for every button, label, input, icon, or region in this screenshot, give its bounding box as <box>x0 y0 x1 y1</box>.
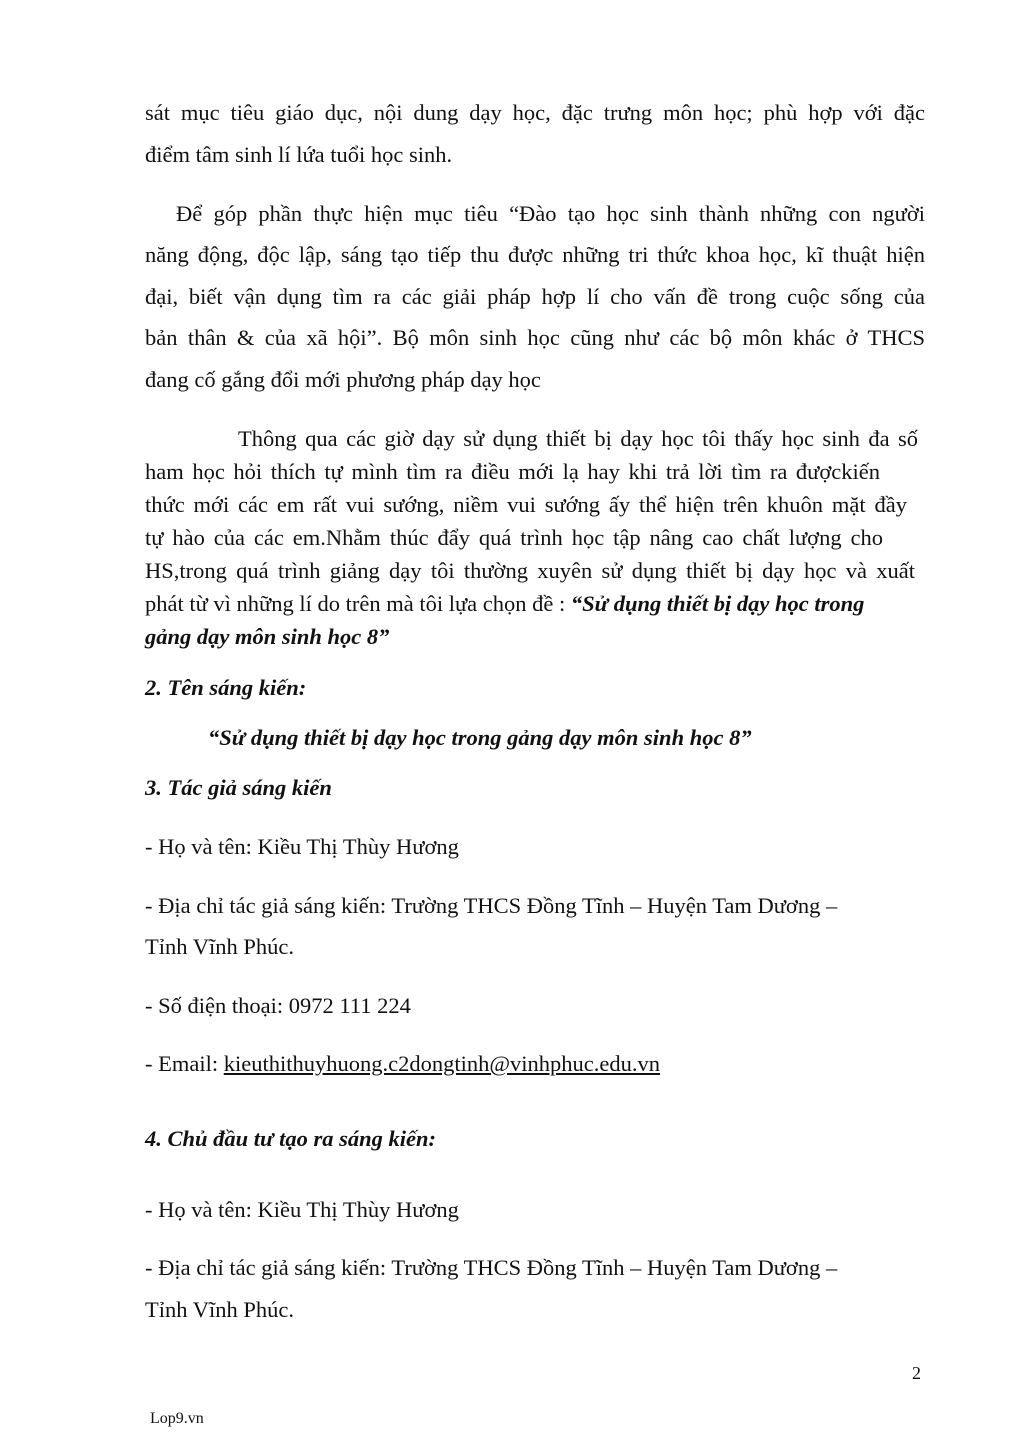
para3-line6-plain: phát từ vì những lí do trên mà tôi lựa chọn đề : <box>145 591 571 616</box>
section4-address-line2: Tỉnh Vĩnh Phúc. <box>145 1297 294 1322</box>
email-link[interactable]: kieuthithuyhuong.c2dongtinh@vinhphuc.edu.vn <box>223 1051 661 1076</box>
section4-name: - Họ và tên: Kiều Thị Thùy Hương <box>145 1197 459 1222</box>
para3-line1: Thông qua các giờ dạy sử dụng thiết bị dạy học tôi thấy học sinh đa số <box>238 426 918 451</box>
para3-line7: gảng dạy môn sinh học 8” <box>145 624 390 649</box>
section3-name: - Họ và tên: Kiều Thị Thùy Hương <box>145 834 459 859</box>
para1-line2: điểm tâm sinh lí lứa tuổi học sinh. <box>145 142 453 167</box>
footer-source: Lop9.vn <box>150 1410 204 1427</box>
para2-line3: đại, biết vận dụng tìm ra các giải pháp hợp lí cho vấn đề trong cuộc sống của <box>145 284 925 309</box>
email-label: - Email: <box>145 1051 224 1076</box>
section2-title: “Sử dụng thiết bị dạy học trong gảng dạy môn sinh học 8” <box>208 725 752 750</box>
para3-line3: thức mới các em rất vui sướng, niềm vui sướng ấy thể hiện trên khuôn mặt đầy <box>145 492 907 517</box>
para2-line4: bản thân & của xã hội”. Bộ môn sinh học cũng như các bộ môn khác ở THCS <box>145 325 925 350</box>
para3-line5: HS,trong quá trình giảng dạy tôi thường xuyên sử dụng thiết bị dạy học và xuất <box>145 558 915 583</box>
section3-phone: - Số điện thoại: 0972 111 224 <box>145 993 411 1018</box>
para3-line2: ham học hỏi thích tự mình tìm ra điều mới lạ hay khi trả lời tìm ra đượckiến <box>145 459 880 484</box>
section4-address-line1: - Địa chỉ tác giả sáng kiến: Trường THCS Đồng Tĩnh – Huyện Tam Dương – <box>145 1255 838 1280</box>
para1-line1: sát mục tiêu giáo dục, nội dung dạy học, đặc trưng môn học; phù hợp với đặc <box>145 100 925 125</box>
para2-line5: đang cố gắng đổi mới phương pháp dạy học <box>145 367 541 392</box>
section3-address-line2: Tỉnh Vĩnh Phúc. <box>145 934 294 959</box>
section3-address-line1: - Địa chỉ tác giả sáng kiến: Trường THCS Đồng Tĩnh – Huyện Tam Dương – <box>145 893 838 918</box>
section3-heading: 3. Tác giả sáng kiến <box>145 775 332 800</box>
section2-heading: 2. Tên sáng kiến: <box>145 675 307 700</box>
para2-line2: năng động, độc lập, sáng tạo tiếp thu được những tri thức khoa học, kĩ thuật hiện <box>145 242 925 267</box>
para3-line6-bold: “Sử dụng thiết bị dạy học trong <box>570 591 865 616</box>
page-number: 2 <box>912 1363 921 1383</box>
section3-email <box>145 1050 925 1078</box>
para3-line4: tự hào của các em.Nhằm thúc đẩy quá trình học tập nâng cao chất lượng cho <box>145 525 883 550</box>
para3-line6 <box>145 590 920 618</box>
para2-line1: Để góp phần thực hiện mục tiêu “Đào tạo học sinh thành những con người <box>176 201 925 226</box>
section4-heading: 4. Chủ đầu tư tạo ra sáng kiến: <box>145 1126 437 1151</box>
